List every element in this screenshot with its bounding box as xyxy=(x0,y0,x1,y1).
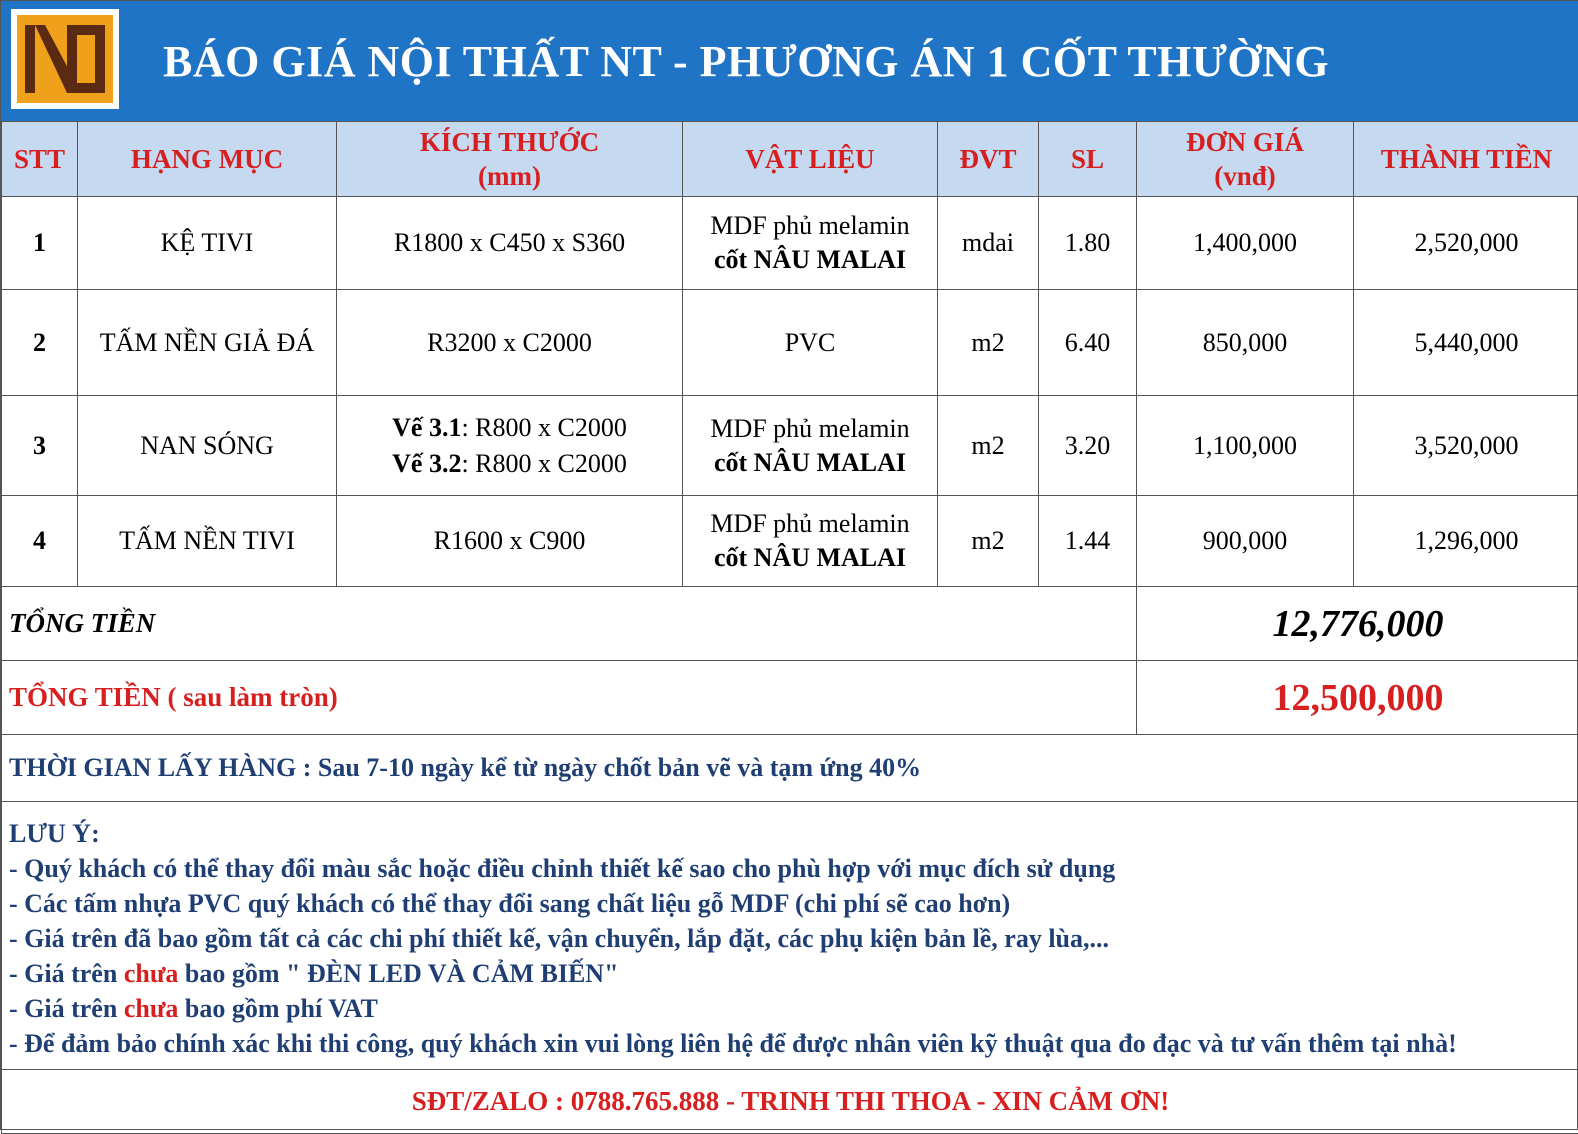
note-text: - Giá trên xyxy=(9,959,124,988)
col-header-material: VẬT LIỆU xyxy=(683,122,938,197)
cell-qty: 1.44 xyxy=(1039,496,1137,587)
table-row xyxy=(2,290,1578,396)
col-header-qty: SL xyxy=(1039,122,1137,197)
note-highlight: chưa xyxy=(124,959,179,988)
size-part-b-label: Vế 3.2 xyxy=(392,449,461,478)
contact-row xyxy=(2,1070,1578,1134)
note-text: bao gồm phí VAT xyxy=(178,994,377,1023)
note-line xyxy=(9,956,1578,991)
note-text: bao gồm " ĐÈN LED VÀ CẢM BIẾN" xyxy=(178,959,618,988)
cell-size: R1800 x C450 x S360 xyxy=(337,197,683,290)
note-line: - Để đảm bảo chính xác khi thi công, quý khách xin vui lòng liên hệ để được nhân viên kỹ thuật qua đo đạc và tư vấn thêm tại nhà! xyxy=(9,1026,1578,1061)
size-part-a-value: : R800 x C2000 xyxy=(461,413,626,442)
note-line: - Giá trên đã bao gồm tất cả các chi phí thiết kế, vận chuyển, lắp đặt, các phụ kiện bản lề, ray lùa,... xyxy=(9,921,1578,956)
note-line: - Các tấm nhựa PVC quý khách có thể thay đổi sang chất liệu gỗ MDF (chi phí sẽ cao hơn) xyxy=(9,886,1578,921)
total-value: 12,776,000 xyxy=(1137,587,1578,661)
cell-size: R3200 x C2000 xyxy=(337,290,683,396)
material-line2: cốt NÂU MALAI xyxy=(714,245,906,274)
cell-material xyxy=(683,197,938,290)
material-line1: MDF phủ melamin xyxy=(710,414,909,443)
cell-price: 1,400,000 xyxy=(1137,197,1354,290)
size-part-b-value: : R800 x C2000 xyxy=(461,449,626,478)
col-header-size-line1: KÍCH THƯỚC xyxy=(420,127,599,157)
nt-logo-icon xyxy=(17,15,113,103)
rounded-total-value: 12,500,000 xyxy=(1137,661,1578,735)
cell-item: NAN SÓNG xyxy=(78,396,337,496)
table-row xyxy=(2,496,1578,587)
total-label: TỔNG TIỀN xyxy=(2,587,1137,661)
table-header-row xyxy=(2,122,1578,197)
cell-price: 900,000 xyxy=(1137,496,1354,587)
notes-row xyxy=(2,802,1578,1070)
cell-unit: m2 xyxy=(938,290,1039,396)
cell-material xyxy=(683,496,938,587)
logo xyxy=(11,9,119,109)
note-highlight: chưa xyxy=(124,994,179,1023)
note-line xyxy=(9,991,1578,1026)
cell-amount: 2,520,000 xyxy=(1354,197,1578,290)
col-header-price-line2: (vnđ) xyxy=(1214,161,1276,191)
cell-item: TẤM NỀN GIẢ ĐÁ xyxy=(78,290,337,396)
rounded-total-row xyxy=(2,661,1578,735)
col-header-size xyxy=(337,122,683,197)
notes-heading: LƯU Ý: xyxy=(9,816,1578,851)
page-title: BÁO GIÁ NỘI THẤT NT - PHƯƠNG ÁN 1 CỐT THƯỜNG xyxy=(163,1,1329,121)
delivery-row xyxy=(2,735,1578,802)
material-line1: MDF phủ melamin xyxy=(710,509,909,538)
col-header-amount: THÀNH TIỀN xyxy=(1354,122,1578,197)
col-header-item: HẠNG MỤC xyxy=(78,122,337,197)
cell-unit: m2 xyxy=(938,496,1039,587)
header-bar xyxy=(1,1,1578,121)
table-row xyxy=(2,197,1578,290)
material-line2: cốt NÂU MALAI xyxy=(714,448,906,477)
cell-stt: 1 xyxy=(2,197,78,290)
col-header-stt: STT xyxy=(2,122,78,197)
cell-amount: 5,440,000 xyxy=(1354,290,1578,396)
cell-size: R1600 x C900 xyxy=(337,496,683,587)
cell-size xyxy=(337,396,683,496)
note-line: - Quý khách có thể thay đổi màu sắc hoặc điều chỉnh thiết kế sao cho phù hợp với mục đích sử dụng xyxy=(9,851,1578,886)
cell-unit: m2 xyxy=(938,396,1039,496)
col-header-size-line2: (mm) xyxy=(478,161,541,191)
cell-material xyxy=(683,396,938,496)
rounded-total-label: TỔNG TIỀN ( sau làm tròn) xyxy=(2,661,1137,735)
cell-item: KỆ TIVI xyxy=(78,197,337,290)
cell-item: TẤM NỀN TIVI xyxy=(78,496,337,587)
contact-info: SĐT/ZALO : 0788.765.888 - TRINH THI THOA - XIN CẢM ƠN! xyxy=(2,1070,1578,1134)
cell-price: 850,000 xyxy=(1137,290,1354,396)
cell-amount: 3,520,000 xyxy=(1354,396,1578,496)
col-header-unit: ĐVT xyxy=(938,122,1039,197)
total-row xyxy=(2,587,1578,661)
material-line2: cốt NÂU MALAI xyxy=(714,543,906,572)
col-header-price-line1: ĐƠN GIÁ xyxy=(1186,127,1304,157)
cell-unit: mdai xyxy=(938,197,1039,290)
cell-qty: 6.40 xyxy=(1039,290,1137,396)
cell-stt: 3 xyxy=(2,396,78,496)
cell-amount: 1,296,000 xyxy=(1354,496,1578,587)
cell-price: 1,100,000 xyxy=(1137,396,1354,496)
cell-stt: 2 xyxy=(2,290,78,396)
note-text: - Giá trên xyxy=(9,994,124,1023)
delivery-time: THỜI GIAN LẤY HÀNG : Sau 7-10 ngày kể từ ngày chốt bản vẽ và tạm ứng 40% xyxy=(2,735,1578,802)
cell-stt: 4 xyxy=(2,496,78,587)
notes-section xyxy=(2,802,1578,1070)
material-line1: MDF phủ melamin xyxy=(710,211,909,240)
cell-qty: 3.20 xyxy=(1039,396,1137,496)
cell-qty: 1.80 xyxy=(1039,197,1137,290)
quotation-table xyxy=(1,121,1578,1134)
size-part-a-label: Vế 3.1 xyxy=(392,413,461,442)
col-header-price xyxy=(1137,122,1354,197)
table-row xyxy=(2,396,1578,496)
cell-material: PVC xyxy=(683,290,938,396)
